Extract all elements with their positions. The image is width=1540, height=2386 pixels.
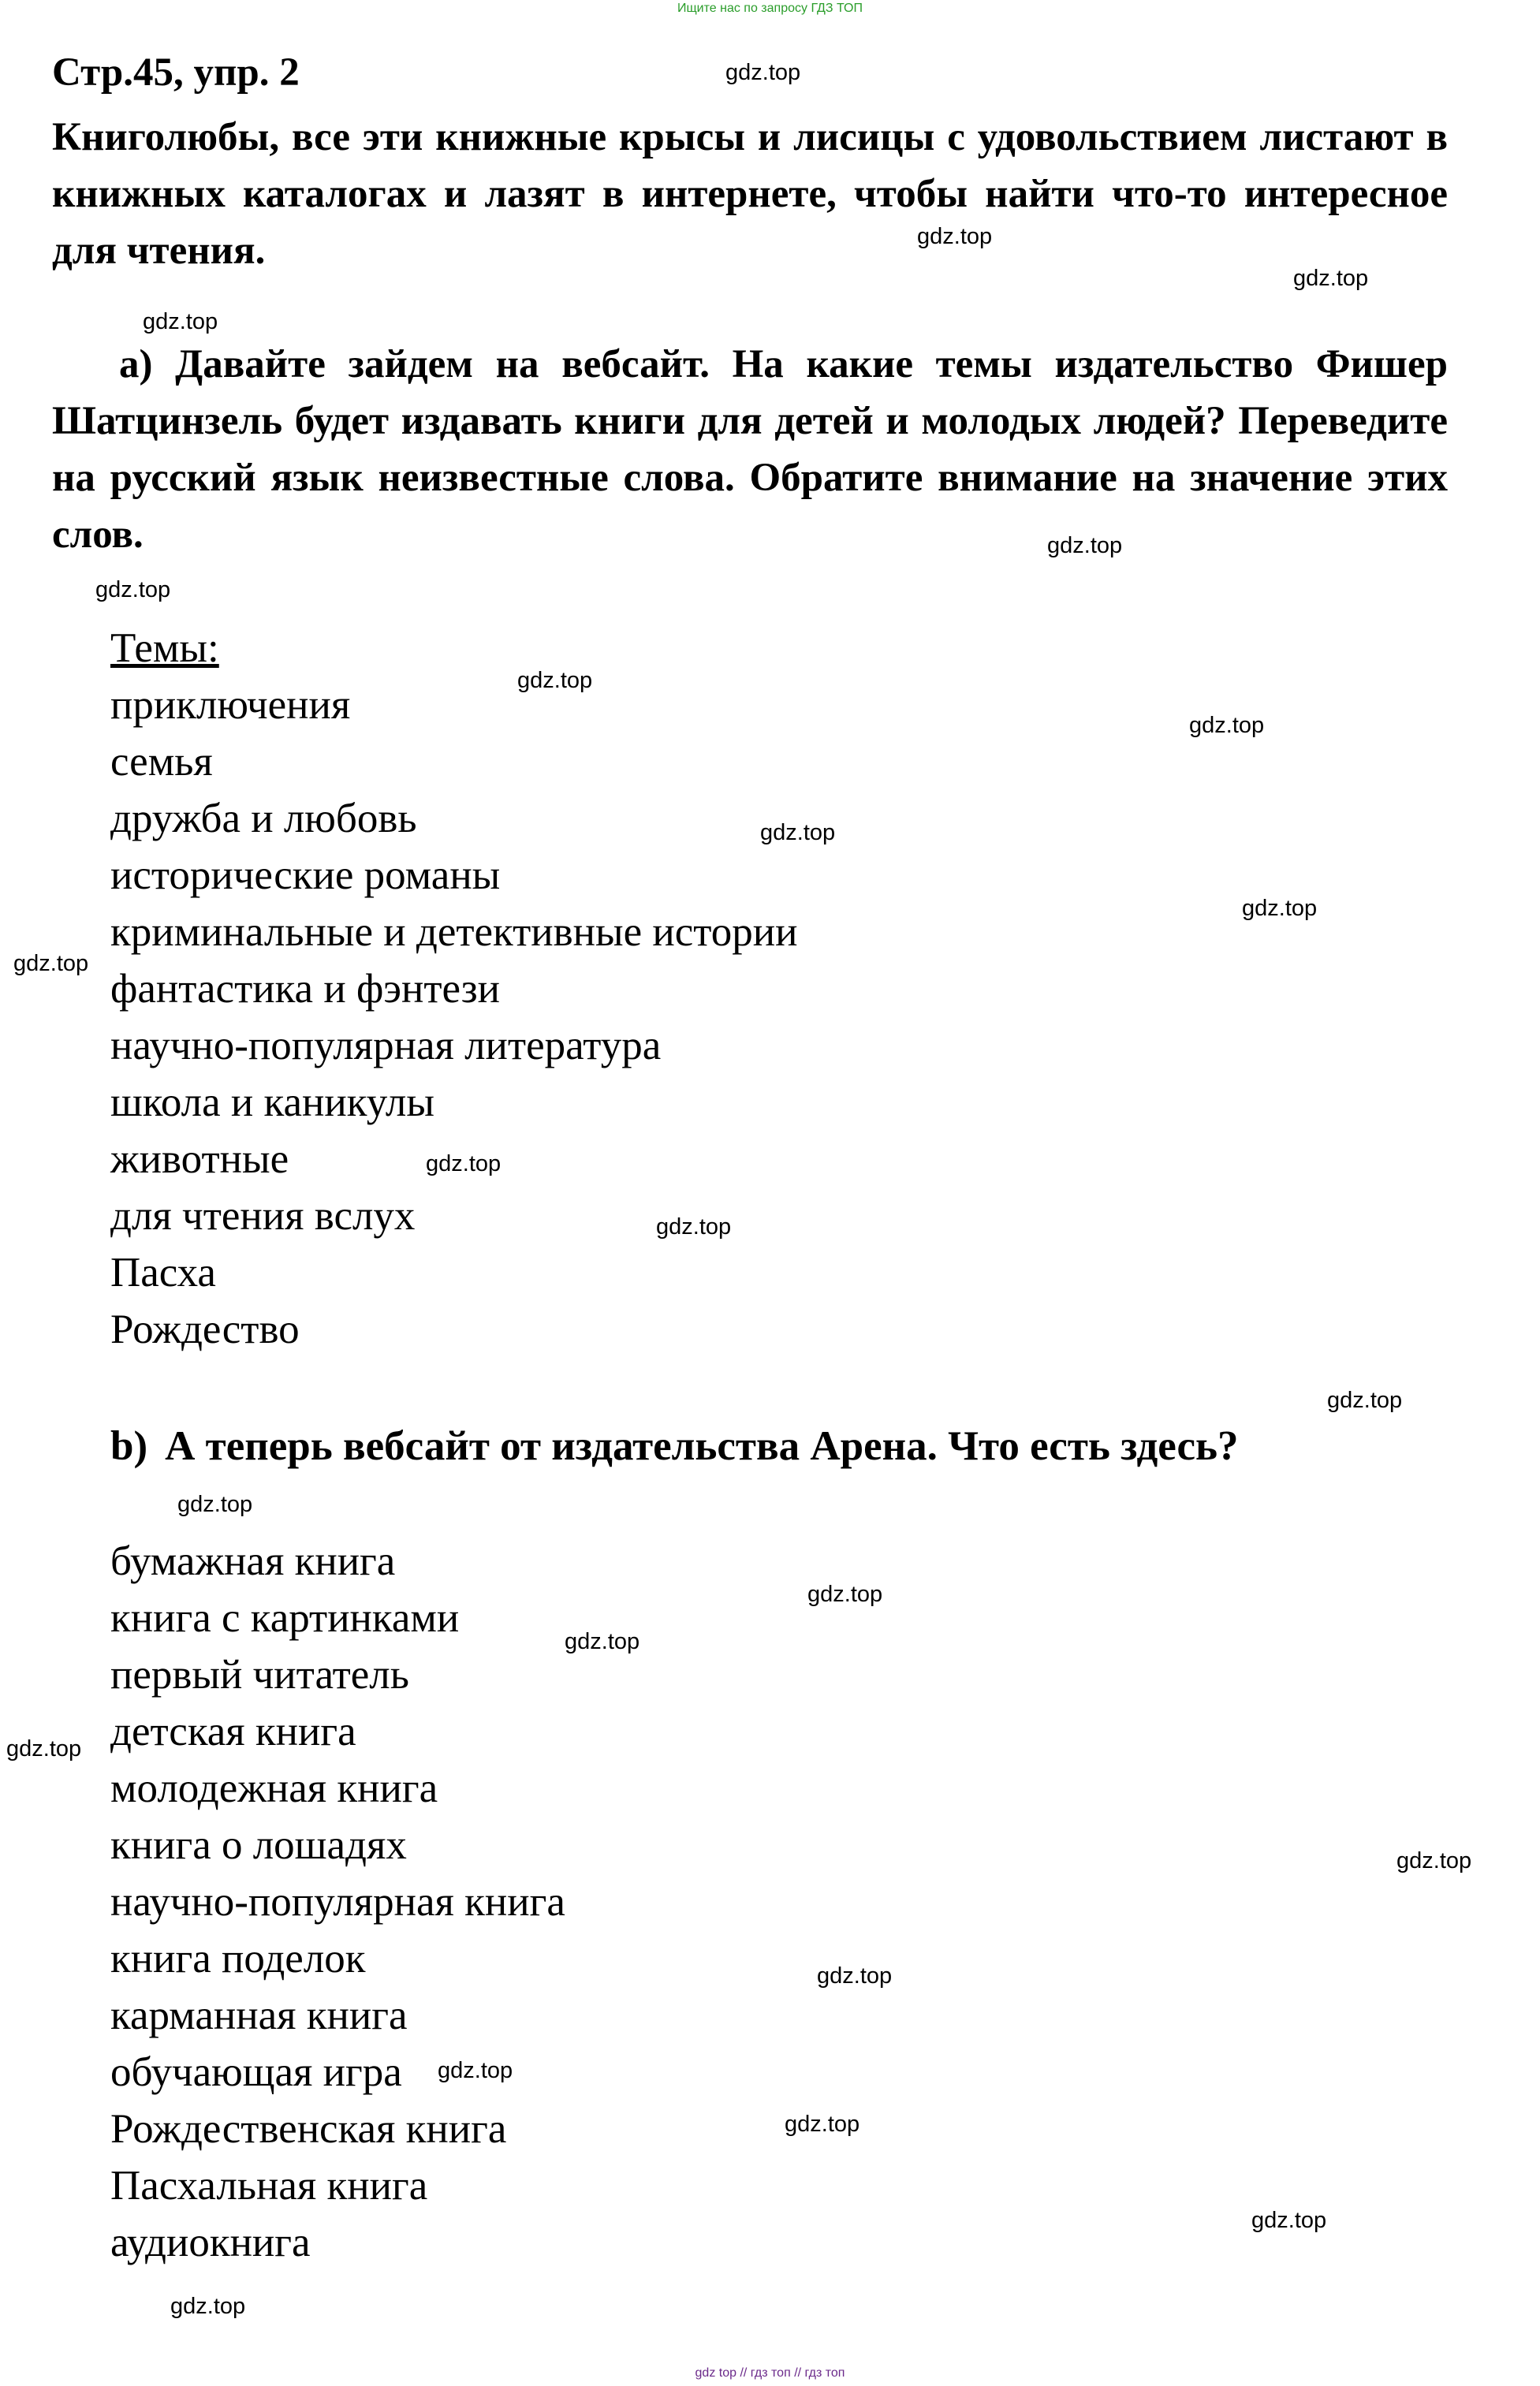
arena-item: обучающая игра xyxy=(110,2049,402,2095)
watermark: gdz.top xyxy=(426,1151,502,1176)
watermark: gdz.top xyxy=(1251,2208,1327,2233)
arena-item: книга поделок xyxy=(110,1936,366,1981)
topic-item: Пасха xyxy=(110,1250,216,1296)
watermark: gdz.top xyxy=(177,1492,253,1517)
topic-item: семья xyxy=(110,739,213,785)
task-a-paragraph: а) Давайте зайдем на вебсайт. На какие темы издательство Фишер Шатцинзель будет издавать книги для детей и молодых людей? Переведите на русский язык неизвестные слова. Обратите внимание на значение этих слов. xyxy=(52,342,1448,557)
topic-item: дружба и любовь xyxy=(110,796,417,841)
topic-item: школа и каникулы xyxy=(110,1079,434,1125)
watermark: gdz.top xyxy=(1396,1848,1472,1873)
topic-item: исторические романы xyxy=(110,852,501,898)
watermark: gdz.top xyxy=(95,577,171,602)
arena-item: детская книга xyxy=(110,1709,356,1754)
topic-item: животные xyxy=(110,1136,289,1182)
top-banner: Ищите нас по запросу ГДЗ ТОП xyxy=(677,2,863,15)
topic-item: приключения xyxy=(110,682,351,728)
watermark: gdz.top xyxy=(817,1963,893,1989)
arena-item: Пасхальная книга xyxy=(110,2163,428,2209)
watermark: gdz.top xyxy=(565,1629,640,1654)
watermark: gdz.top xyxy=(170,2294,246,2319)
arena-item: карманная книга xyxy=(110,1993,408,2038)
arena-item: научно-популярная книга xyxy=(110,1879,565,1925)
topic-item: научно-популярная литература xyxy=(110,1023,662,1068)
topic-item: Рождество xyxy=(110,1307,300,1352)
arena-item: книга о лошадях xyxy=(110,1822,407,1868)
topic-item: фантастика и фэнтези xyxy=(110,966,501,1012)
watermark: gdz.top xyxy=(143,309,218,334)
task-b-heading xyxy=(110,1418,1239,1474)
task-b-text: А теперь вебсайт от издательства Арена. Что есть здесь? xyxy=(165,1423,1239,1469)
arena-item: молодежная книга xyxy=(110,1765,438,1811)
watermark: gdz.top xyxy=(807,1582,883,1607)
watermark: gdz.top xyxy=(6,1736,82,1762)
watermark: gdz.top xyxy=(1293,266,1369,291)
watermark: gdz.top xyxy=(438,2058,513,2083)
arena-items-list xyxy=(110,1533,565,2271)
watermark: gdz.top xyxy=(1327,1388,1403,1413)
watermark: gdz.top xyxy=(917,224,993,249)
watermark: gdz.top xyxy=(13,951,89,976)
watermark: gdz.top xyxy=(785,2112,860,2137)
arena-item: бумажная книга xyxy=(110,1538,396,1584)
page-title: Стр.45, упр. 2 xyxy=(52,50,300,95)
arena-item: Рождественская книга xyxy=(110,2106,507,2152)
watermark: gdz.top xyxy=(760,820,836,845)
arena-item: первый читатель xyxy=(110,1652,409,1698)
watermark: gdz.top xyxy=(1189,713,1265,738)
watermark: gdz.top xyxy=(725,60,801,85)
arena-item: книга с картинками xyxy=(110,1595,460,1641)
topic-item: криминальные и детективные истории xyxy=(110,909,798,955)
watermark: gdz.top xyxy=(1047,533,1123,558)
task-b-marker: b) xyxy=(110,1423,148,1469)
watermark: gdz.top xyxy=(656,1214,732,1240)
topics-title: Темы: xyxy=(110,625,219,671)
topic-item: для чтения вслух xyxy=(110,1193,416,1239)
watermark: gdz.top xyxy=(517,668,593,693)
footer: gdz top // гдз топ // гдз топ xyxy=(695,2366,845,2380)
intro-paragraph: Книголюбы, все эти книжные крысы и лисицы с удовольствием листают в книжных каталогах и лазят в интернете, чтобы найти что-то интересное для чтения. xyxy=(52,115,1448,273)
watermark: gdz.top xyxy=(1242,896,1318,921)
topics-list xyxy=(110,677,797,1358)
arena-item: аудиокнига xyxy=(110,2220,311,2265)
